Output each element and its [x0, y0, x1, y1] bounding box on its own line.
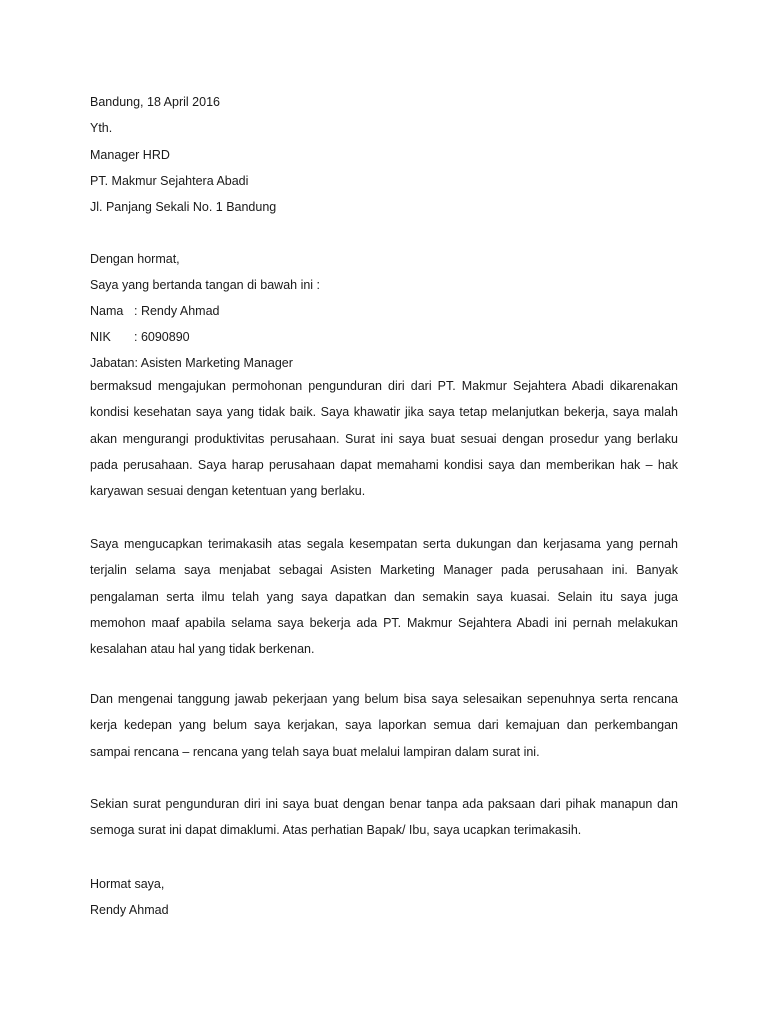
position-value: : Asisten Marketing Manager [134, 356, 293, 370]
intro-line: Saya yang bertanda tangan di bawah ini : [90, 278, 321, 292]
recipient-company: PT. Makmur Sejahtera Abadi [90, 174, 249, 188]
recipient-address: Jl. Panjang Sekali No. 1 Bandung [90, 200, 277, 214]
body-paragraph-3: Dan mengenai tanggung jawab pekerjaan yang belum bisa saya selesaikan sepenuhnya serta rencana kerja kedepan yang belum saya kerjakan, saya laporkan semua dari kemajuan dan perkembangan sampai rencana – rencana yang telah saya buat melalui lampiran dalam surat ini. [90, 692, 678, 759]
name-label: Nama [90, 304, 124, 318]
identity-position-row [90, 355, 293, 371]
nik-value: : 6090890 [134, 330, 190, 344]
date-line: Bandung, 18 April 2016 [90, 95, 220, 109]
signature-name: Rendy Ahmad [90, 903, 169, 917]
recipient-title: Manager HRD [90, 148, 170, 162]
position-label: Jabatan [90, 356, 135, 370]
recipient-salutation: Yth. [90, 121, 113, 135]
closing: Hormat saya, [90, 877, 165, 891]
identity-nik-row [90, 329, 190, 345]
body-paragraph-2: Saya mengucapkan terimakasih atas segala kesempatan serta dukungan dan kerjasama yang pernah terjalin selama saya menjabat sebagai Asisten Marketing Manager pada perusahaan ini. Banyak pengalaman serta ilmu telah yang saya dapatkan dan semakin saya kuasai. Selain itu saya juga memohon maaf apabila selama saya bekerja ada PT. Makmur Sejahtera Abadi ini pernah melakukan kesalahan atau hal yang tidak berkenan. [90, 537, 678, 657]
body-paragraph-1: bermaksud mengajukan permohonan pengunduran diri dari PT. Makmur Sejahtera Abadi dikarenakan kondisi kesehatan saya yang tidak baik. Saya khawatir jika saya tetap melanjutkan bekerja, saya malah akan mengurangi produktivitas perusahaan. Surat ini saya buat sesuai dengan prosedur yang berlaku pada perusahaan. Saya harap perusahaan dapat memahami kondisi saya dan memberikan hak – hak karyawan sesuai dengan ketentuan yang berlaku. [90, 379, 678, 499]
identity-name-row [90, 303, 219, 319]
nik-label: NIK [90, 330, 111, 344]
body-paragraph-4: Sekian surat pengunduran diri ini saya buat dengan benar tanpa ada paksaan dari pihak manapun dan semoga surat ini dapat dimaklumi. Atas perhatian Bapak/ Ibu, saya ucapkan terimakasih. [90, 797, 678, 838]
name-value: : Rendy Ahmad [134, 304, 220, 318]
greeting: Dengan hormat, [90, 252, 180, 266]
